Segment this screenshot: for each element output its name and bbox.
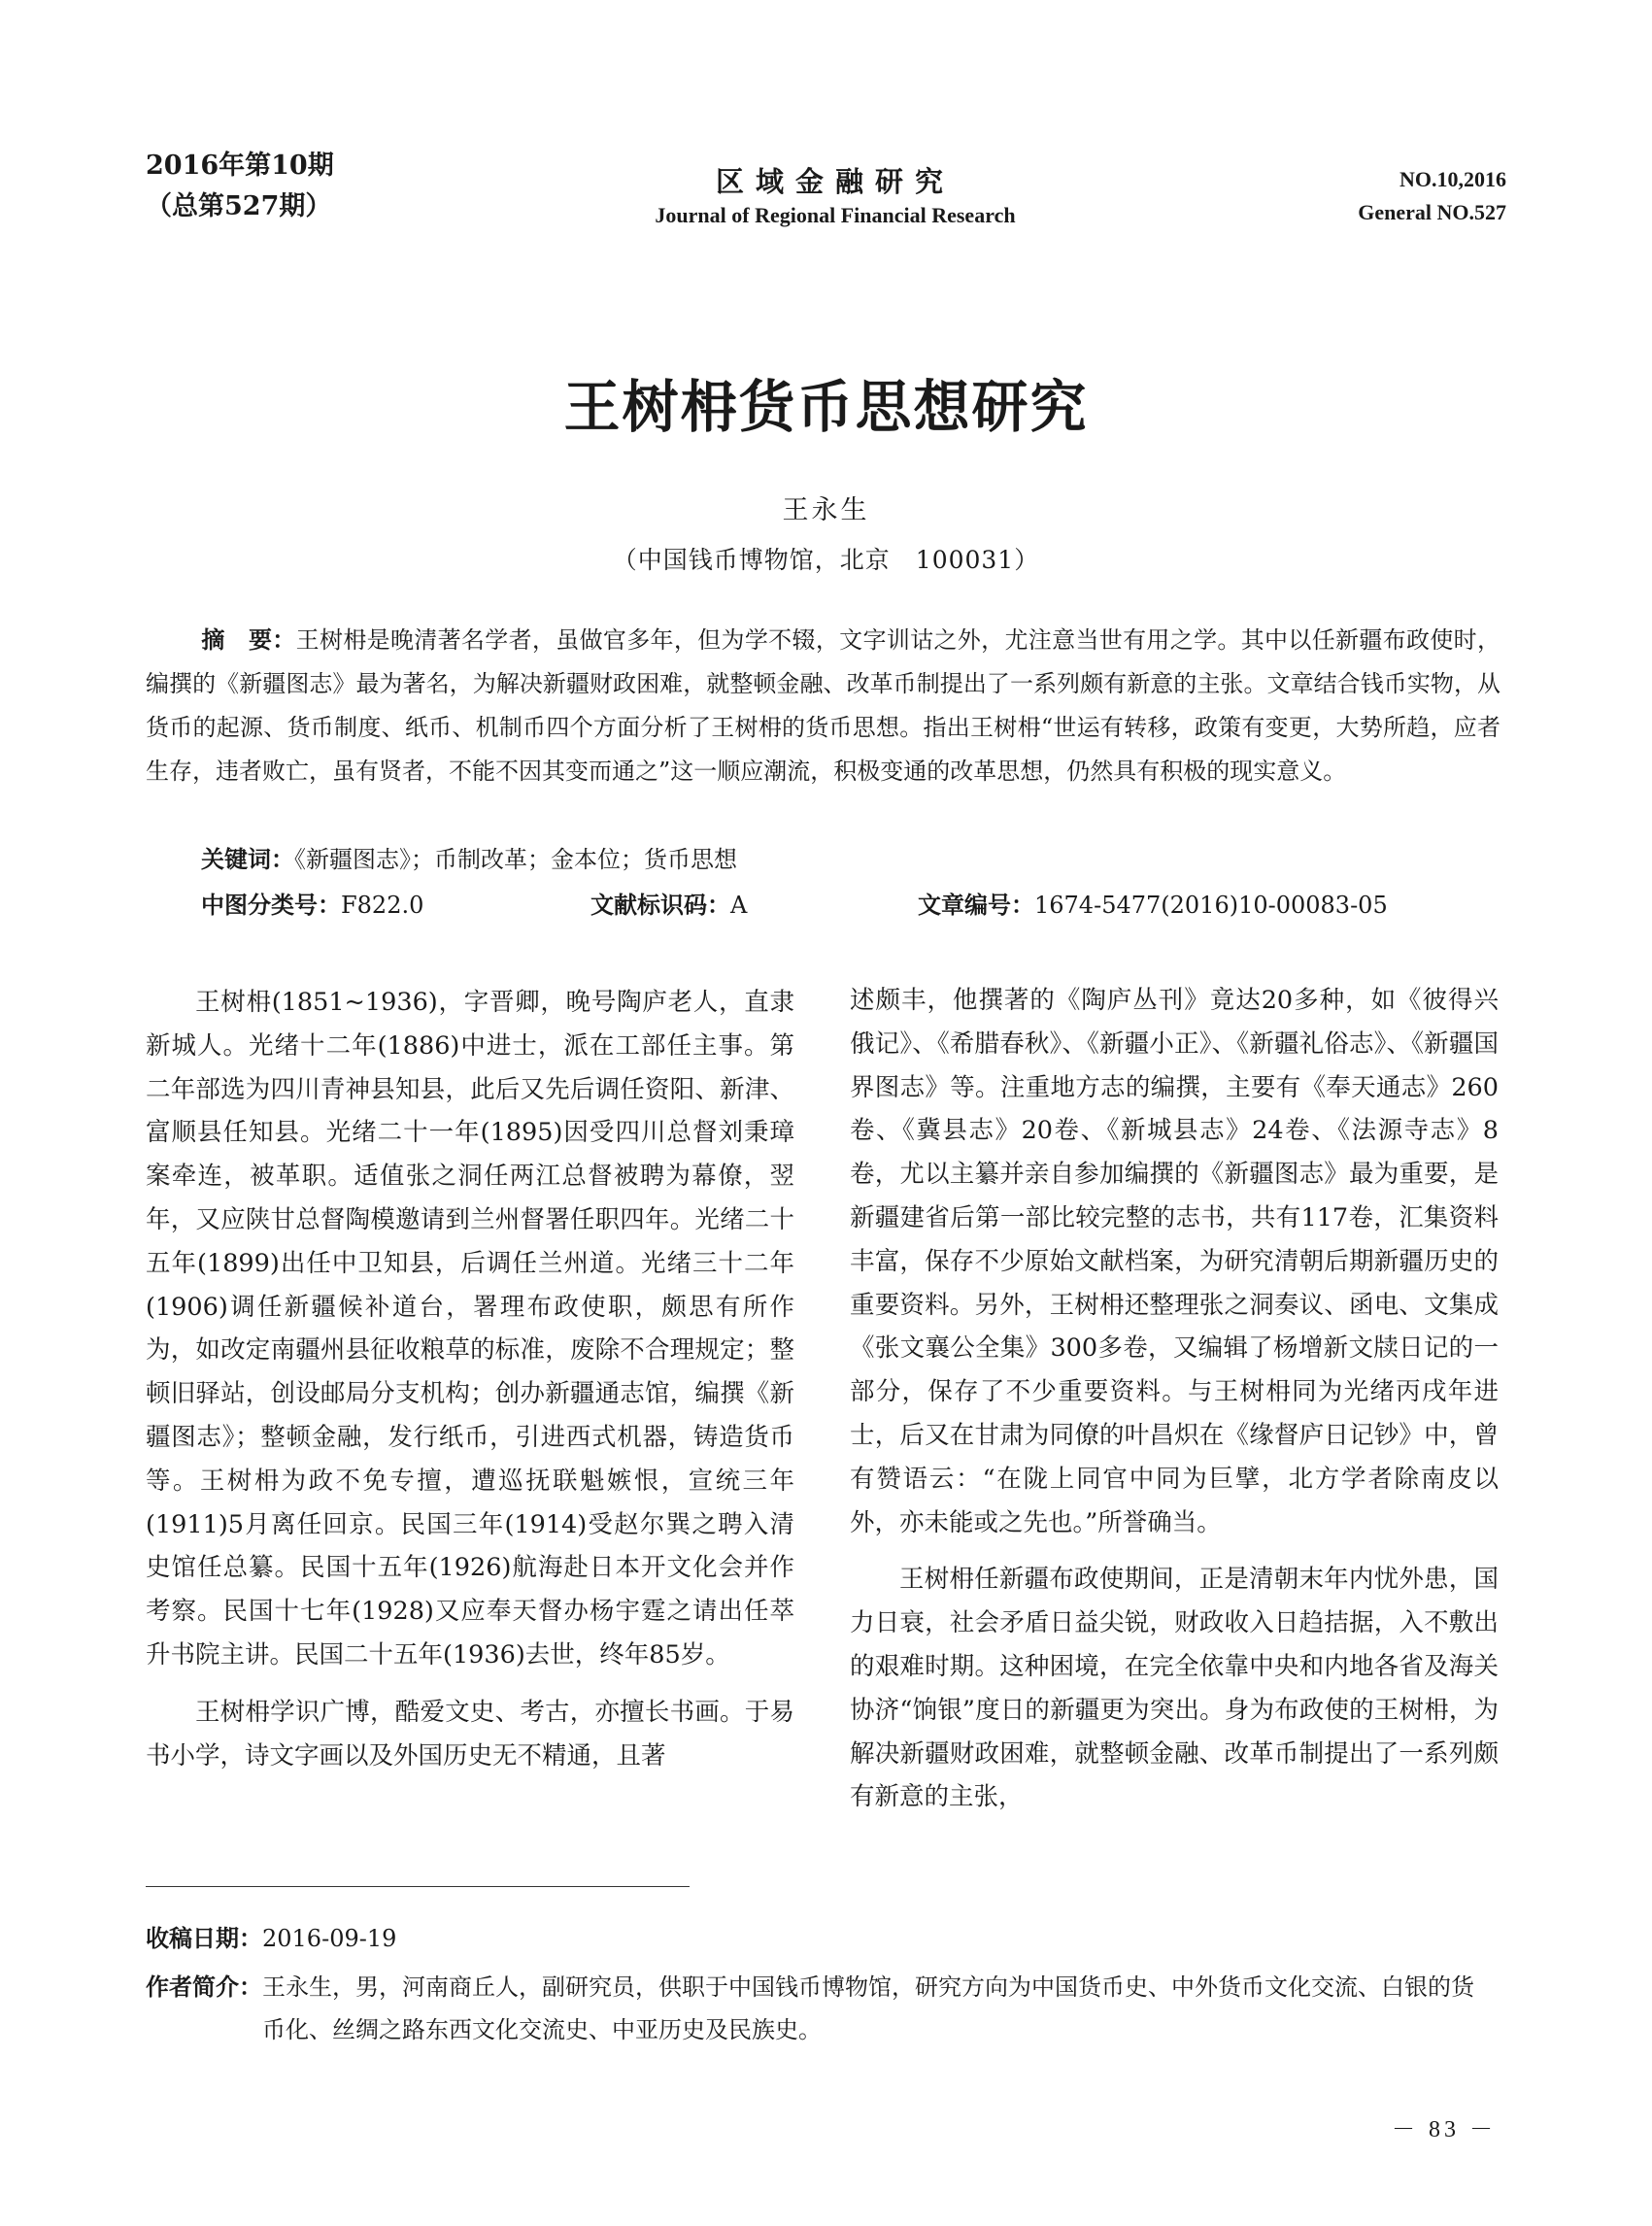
clc-value: F822.0 xyxy=(341,892,424,919)
clc-code xyxy=(201,886,423,925)
article-title: 王树枏货币思想研究 xyxy=(563,374,1089,440)
document-code-label: 文献标识码： xyxy=(590,891,730,919)
author-bio-text: 王永生，男，河南商丘人，副研究员，供职于中国钱币博物馆，研究方向为中国货币史、中外货币文化交流、白银的货币化、丝绸之路东西文化交流史、中亚历史及民族史。 xyxy=(262,1973,1474,2043)
body-paragraph: 王树枏任新疆布政使期间，正是清朝末年内忧外患，国力日衰，社会矛盾日益尖锐，财政收入日趋拮据，入不敷出的艰难时期。这种困境，在完全依靠中央和内地各省及海关协济“饷银”度日的新疆更为突出。身为布政使的王树枏，为解决新疆财政困难，就整顿金融、改革币制提出了一系列颇有新意的主张， xyxy=(850,1565,1499,1812)
body-column-left xyxy=(146,981,794,1777)
author-bio-label: 作者简介： xyxy=(146,1973,262,2001)
issue-number-line-1: NO.10,2016 xyxy=(1399,167,1506,191)
issue-line-1: 2016年第10期 xyxy=(146,151,334,181)
body-paragraph: 王树枏学识广博，酷爱文史、考古，亦擅长书画。于易书小学，诗文字画以及外国历史无不精通，且著 xyxy=(146,1697,794,1771)
received-date-label: 收稿日期： xyxy=(146,1924,262,1952)
abstract xyxy=(146,618,1500,793)
author-bio xyxy=(146,1966,1496,2051)
document-code-value: A xyxy=(730,892,748,919)
abstract-label: 摘 要： xyxy=(201,625,296,654)
abstract-text: 王树枏是晚清著名学者，虽做官多年，但为学不辍，文字训诂之外，尤注意当世有用之学。其中以任新疆布政使时，编撰的《新疆图志》最为著名，为解决新疆财政困难，就整顿金融、改革币制提出了一系列颇有新意的主张。文章结合钱币实物，从货币的起源、货币制度、纸币、机制币四个方面分析了王树枏的货币思想。指出王树枏“世运有转移，政策有变更，大势所趋，应者生存，违者败亡，虽有贤者，不能不因其变而通之”这一顺应潮流，积极变通的改革思想，仍然具有积极的现实意义。 xyxy=(146,626,1501,785)
issue-number xyxy=(1358,163,1506,229)
clc-label: 中图分类号： xyxy=(201,891,341,919)
keywords xyxy=(201,840,737,879)
author-affiliation: （中国钱币博物馆，北京 100031） xyxy=(612,546,1040,574)
journal-name-cn: 区域金融研究 xyxy=(715,165,955,198)
journal-name-en: Journal of Regional Financial Research xyxy=(655,203,1016,227)
document-code xyxy=(590,886,747,925)
received-date-value: 2016-09-19 xyxy=(262,1925,397,1952)
body-paragraph: 述颇丰，他撰著的《陶庐丛刊》竟达20多种，如《彼得兴俄记》、《希腊春秋》、《新疆小正》、《新疆礼俗志》、《新疆国界图志》等。注重地方志的编撰，主要有《奉天通志》260卷、《冀县志》20卷、《新城县志》24卷、《法源寺志》8卷，尤以主纂并亲自参加编撰的《新疆图志》最为重要，是新疆建省后第一部比较完整的志书，共有117卷，汇集资料丰富，保存不少原始文献档案，为研究清朝后期新疆历史的重要资料。另外，王树枏还整理张之洞奏议、函电、文集成《张文襄公全集》300多卷，又编辑了杨增新文牍日记的一部分，保存了不少重要资料。与王树枏同为光绪丙戌年进士，后又在甘肃为同僚的叶昌炽在《缘督庐日记钞》中，曾有赞语云：“在陇上同官中同为巨擘，北方学者除南皮以外，亦未能或之先也。”所誉确当。 xyxy=(850,986,1499,1537)
page-number: － 83 － xyxy=(1392,2117,1497,2142)
issue-number-line-2: General NO.527 xyxy=(1358,200,1506,224)
article-id-value: 1674-5477(2016)10-00083-05 xyxy=(1034,892,1388,919)
body-column-right xyxy=(850,979,1499,1819)
article-id-label: 文章编号： xyxy=(918,891,1034,919)
article-id xyxy=(918,886,1388,925)
received-date xyxy=(146,1919,396,1958)
keywords-label: 关键词： xyxy=(201,845,294,873)
keywords-text: 《新疆图志》；币制改革；金本位；货币思想 xyxy=(294,846,737,873)
footnote-divider xyxy=(146,1886,690,1887)
issue-info xyxy=(146,146,334,227)
issue-line-2: （总第527期） xyxy=(146,191,332,221)
body-paragraph: 王树枏(1851~1936)，字晋卿，晚号陶庐老人，直隶新城人。光绪十二年(1886)中进士，派在工部任主事。第二年部选为四川青神县知县，此后又先后调任资阳、新津、富顺县任知县。光绪二十一年(1895)因受四川总督刘秉璋案牵连，被革职。适值张之洞任两江总督被聘为幕僚，翌年，又应陕甘总督陶模邀请到兰州督署任职四年。光绪二十五年(1899)出任中卫知县，后调任兰州道。光绪三十二年(1906)调任新疆候补道台，署理布政使职，颇思有所作为，如改定南疆州县征收粮草的标准，废除不合理规定；整顿旧驿站，创设邮局分支机构；创办新疆通志馆，编撰《新疆图志》；整顿金融，发行纸币，引进西式机器，铸造货币等。王树枏为政不免专擅，遭巡抚联魁嫉恨，宣统三年(1911)5月离任回京。民国三年(1914)受赵尔巽之聘入清史馆任总纂。民国十五年(1926)航海赴日本开文化会并作考察。民国十七年(1928)又应奉天督办杨宇霆之请出任萃升书院主讲。民国二十五年(1936)去世，终年85岁。 xyxy=(146,988,794,1670)
article-author: 王永生 xyxy=(782,495,870,525)
journal-name xyxy=(583,163,1088,231)
